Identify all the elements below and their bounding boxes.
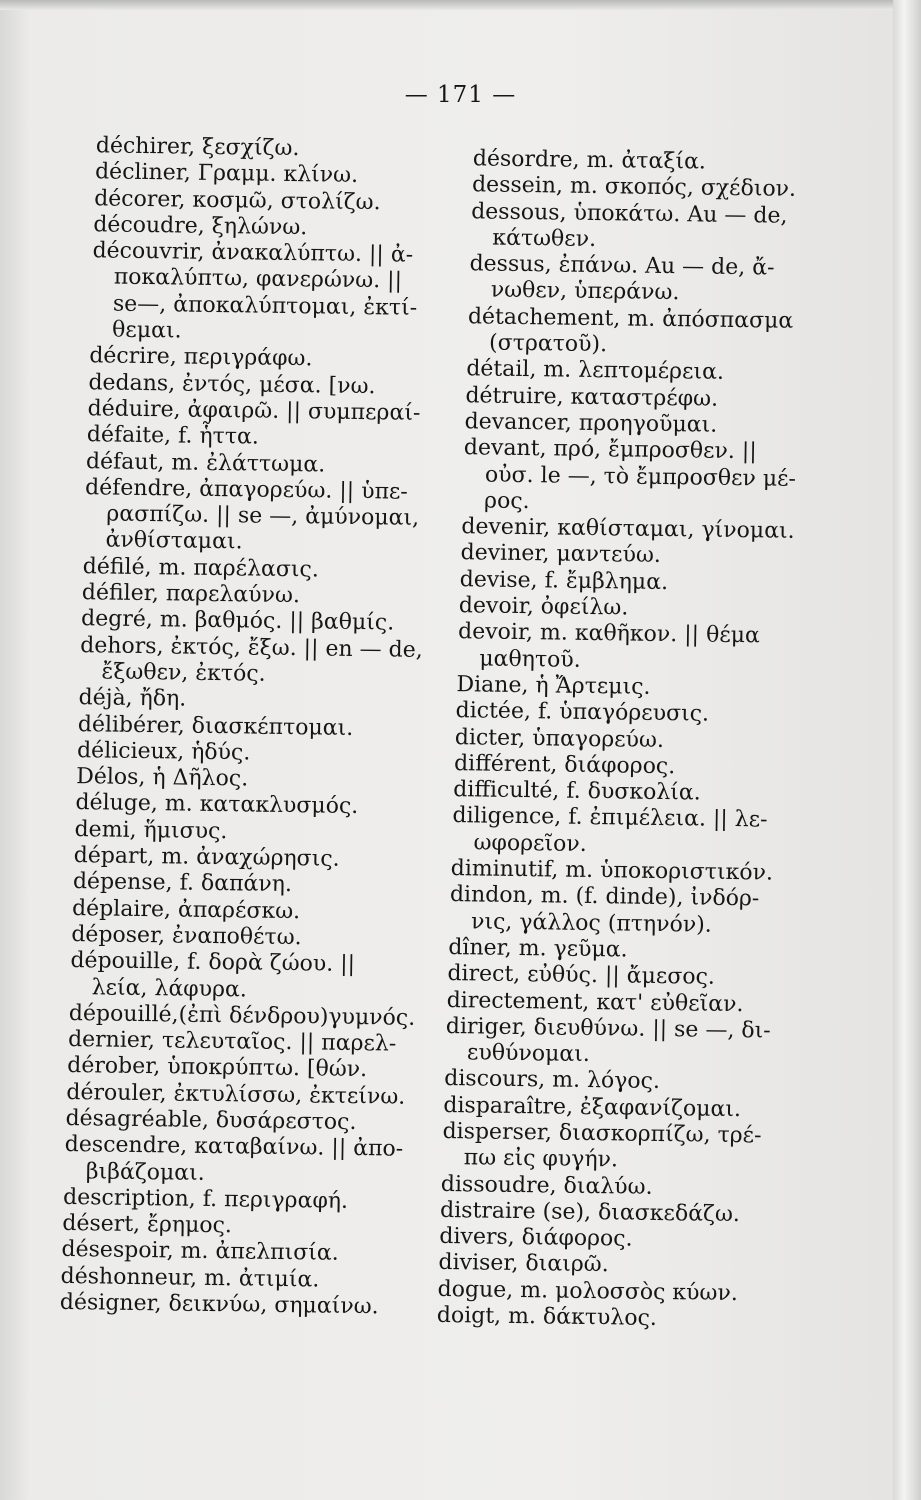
dictionary-line: dernier, τελευταῖος. || παρελ- [67, 1027, 397, 1057]
dictionary-line: doigt, m. δάκτυλος. [436, 1302, 658, 1332]
dictionary-line: défaite, f. ἧττα. [86, 422, 260, 450]
dictionary-line: description, f. περιγραφή. [62, 1184, 349, 1214]
dictionary-line: diligence, f. ἐπιμέλεια. || λε- [452, 803, 768, 833]
dictionary-line: divers, διάφορος. [439, 1224, 633, 1252]
dictionary-line: descendre, καταβαίνω. || ἀπο- [64, 1132, 404, 1162]
dictionary-line: décliner, Γραμμ. κλίνω. [94, 159, 359, 189]
dictionary-line: défendre, ἀπαγορεύω. || ὑπε- [84, 475, 409, 505]
dictionary-line: ευθύνομαι. [466, 1040, 590, 1068]
page-right-edge [893, 0, 921, 1500]
dictionary-line: dogue, m. μολοσσὸς κύων. [437, 1276, 738, 1306]
dictionary-line: dictée, f. ὑπαγόρευσις. [455, 698, 710, 727]
dictionary-line: ρασπίζω. || se —, ἀμύνομαι, [106, 501, 420, 531]
dictionary-line: détruire, καταστρέφω. [465, 382, 719, 412]
dictionary-line: déchirer, ξεσχίζω. [95, 133, 300, 162]
dictionary-line: ἀνθίσταμαι. [105, 527, 243, 555]
dictionary-line: βιβάζομαι. [85, 1158, 205, 1186]
dictionary-line: détail, m. λεπτομέρεια. [466, 356, 725, 386]
dictionary-line: devenir, καθίσταμαι, γίνομαι. [461, 514, 795, 544]
dictionary-line: νις, γάλλος (πτηνόν). [470, 908, 712, 938]
dictionary-line: dicter, ὑπαγορεύω. [454, 724, 665, 753]
dictionary-line: difficulté, f. δυσκολία. [453, 777, 701, 806]
dictionary-line: μαθητοῦ. [479, 646, 581, 673]
dictionary-line: (στρατοῦ). [488, 330, 608, 358]
dictionary-line: directement, κατ' εὐθεῖαν. [446, 987, 744, 1017]
dictionary-line: défaut, m. ἐλάττωμα. [85, 448, 326, 478]
dictionary-line: devancer, προηγοῦμαι. [464, 409, 718, 438]
dictionary-line: discours, m. λόγος. [444, 1066, 661, 1095]
dictionary-line: dessein, m. σκοπός, σχέδιον. [471, 172, 797, 203]
dictionary-line: dehors, ἐκτός, ἔξω. || en — de, [80, 632, 423, 663]
page-top-edge [0, 0, 921, 10]
dictionary-line: ἔξωθεν, ἐκτός. [101, 659, 266, 687]
dictionary-line: ποκαλύπτω, φανερώνω. || [113, 265, 403, 295]
dictionary-line: décrire, περιγράφω. [89, 343, 313, 372]
dictionary-line: direct, εὐθύς. || ἄμεσος. [447, 961, 716, 990]
dictionary-line: devant, πρό, ἔμπροσθεν. || [463, 435, 757, 465]
dictionary-line: devoir, m. καθῆκον. || θέμα [457, 619, 761, 649]
dictionary-line: οὐσ. le —, τὸ ἔμπροσθεν μέ- [484, 462, 797, 492]
dictionary-line: κάτωθεν. [492, 225, 597, 252]
dictionary-line: dépense, f. δαπάνη. [72, 869, 293, 898]
dictionary-line: λεία, λάφυρα. [91, 974, 247, 1002]
dictionary-line: découdre, ξηλώνω. [93, 212, 308, 241]
dictionary-line: disperser, διασκορπίζω, τρέ- [442, 1118, 762, 1149]
dictionary-line: ωφορεῖον. [473, 830, 587, 857]
dictionary-line: délibérer, διασκέπτομαι. [77, 711, 354, 741]
dictionary-line: dindon, m. (f. dinde), ἰνδόρ- [449, 882, 760, 912]
dictionary-line: πω εἰς φυγήν. [463, 1145, 619, 1173]
dictionary-line: diriger, διευθύνω. || se —, δι- [445, 1013, 771, 1044]
dictionary-line: Diane, ἡ Ἄρτεμις. [456, 672, 651, 700]
dictionary-line: ρος. [483, 488, 530, 514]
left-column [59, 133, 423, 1321]
dictionary-line: dérober, ὑποκρύπτω. [θών. [67, 1053, 368, 1083]
dictionary-line: degré, m. βαθμός. || βαθμίς. [80, 606, 395, 636]
dictionary-line: décorer, κοσμῶ, στολίζω. [94, 185, 381, 215]
dictionary-line: délicieux, ἡδύς. [76, 737, 251, 766]
dictionary-line: désordre, m. ἀταξία. [472, 146, 707, 175]
dictionary-line: défilé, m. παρέλασις. [82, 553, 319, 583]
dictionary-line: déduire, ἀφαιρῶ. || συμπεραί- [87, 396, 421, 426]
dictionary-line: se—, ἀποκαλύπτομαι, ἐκτί- [112, 291, 418, 321]
dictionary-line: déshonneur, m. ἀτιμία. [60, 1263, 320, 1293]
dictionary-line: disparaître, ἐξαφανίζομαι. [443, 1092, 742, 1122]
dictionary-line: dissoudre, διαλύω. [440, 1171, 653, 1200]
dictionary-line: dépouille, f. δορὰ ζώου. || [70, 948, 356, 978]
dictionary-line: départ, m. ἀναχώρησις. [73, 843, 340, 872]
dictionary-line: νωθεν, ὑπεράνω. [490, 278, 680, 306]
dictionary-line: découvrir, ἀνακαλύπτω. || ἀ- [92, 238, 414, 268]
dictionary-line: diminutif, m. ὑποκοριστικόν. [450, 856, 774, 886]
dictionary-line: désagréable, δυσάρεστος. [65, 1105, 357, 1135]
dictionary-line: détachement, m. ἀπόσπασμα [467, 304, 794, 334]
dictionary-line: deviner, μαντεύω. [460, 540, 662, 569]
dictionary-line: différent, διάφορος. [453, 750, 676, 779]
dictionary-line: Délos, ἡ Δῆλος. [76, 764, 249, 792]
dictionary-line: désert, ἔρημος. [62, 1211, 233, 1239]
dictionary-line: dedans, ἐντός, μέσα. [νω. [88, 369, 376, 399]
dictionary-line: θεμαι. [111, 317, 182, 344]
dictionary-line: distraire (se), διασκεδάζω. [439, 1197, 741, 1227]
dictionary-line: dérouler, ἐκτυλίσσω, ἐκτείνω. [66, 1079, 406, 1110]
dictionary-line: dessus, ἐπάνω. Au — de, ἄ- [469, 251, 775, 281]
dictionary-line: désespoir, m. ἀπελπισία. [61, 1237, 339, 1267]
dictionary-line: désigner, δεικνύω, σημαίνω. [59, 1289, 379, 1320]
dictionary-line: devise, f. ἔμβλημα. [459, 566, 669, 595]
right-column [436, 146, 797, 1334]
dictionary-line: déluge, m. κατακλυσμός. [75, 790, 359, 820]
dictionary-line: déjà, ἤδη. [78, 685, 187, 712]
dictionary-line: diviser, διαιρῶ. [438, 1250, 609, 1278]
dictionary-line: dépouillé,(ἐπὶ δένδρου)γυμνός. [68, 1000, 416, 1031]
dictionary-line: déposer, ἐναποθέτω. [71, 921, 302, 951]
dictionary-line: dîner, m. γεῦμα. [448, 934, 628, 963]
dictionary-line: demi, ἥμισυς. [74, 816, 228, 844]
page-number: — 171 — [404, 82, 517, 108]
dictionary-line: dessous, ὑποκάτω. Au — de, [471, 198, 788, 229]
dictionary-line: défiler, παρελαύνω. [81, 580, 301, 609]
dictionary-line: devoir, ὀφείλω. [458, 593, 629, 621]
dictionary-line: déplaire, ἀπαρέσκω. [71, 895, 301, 924]
